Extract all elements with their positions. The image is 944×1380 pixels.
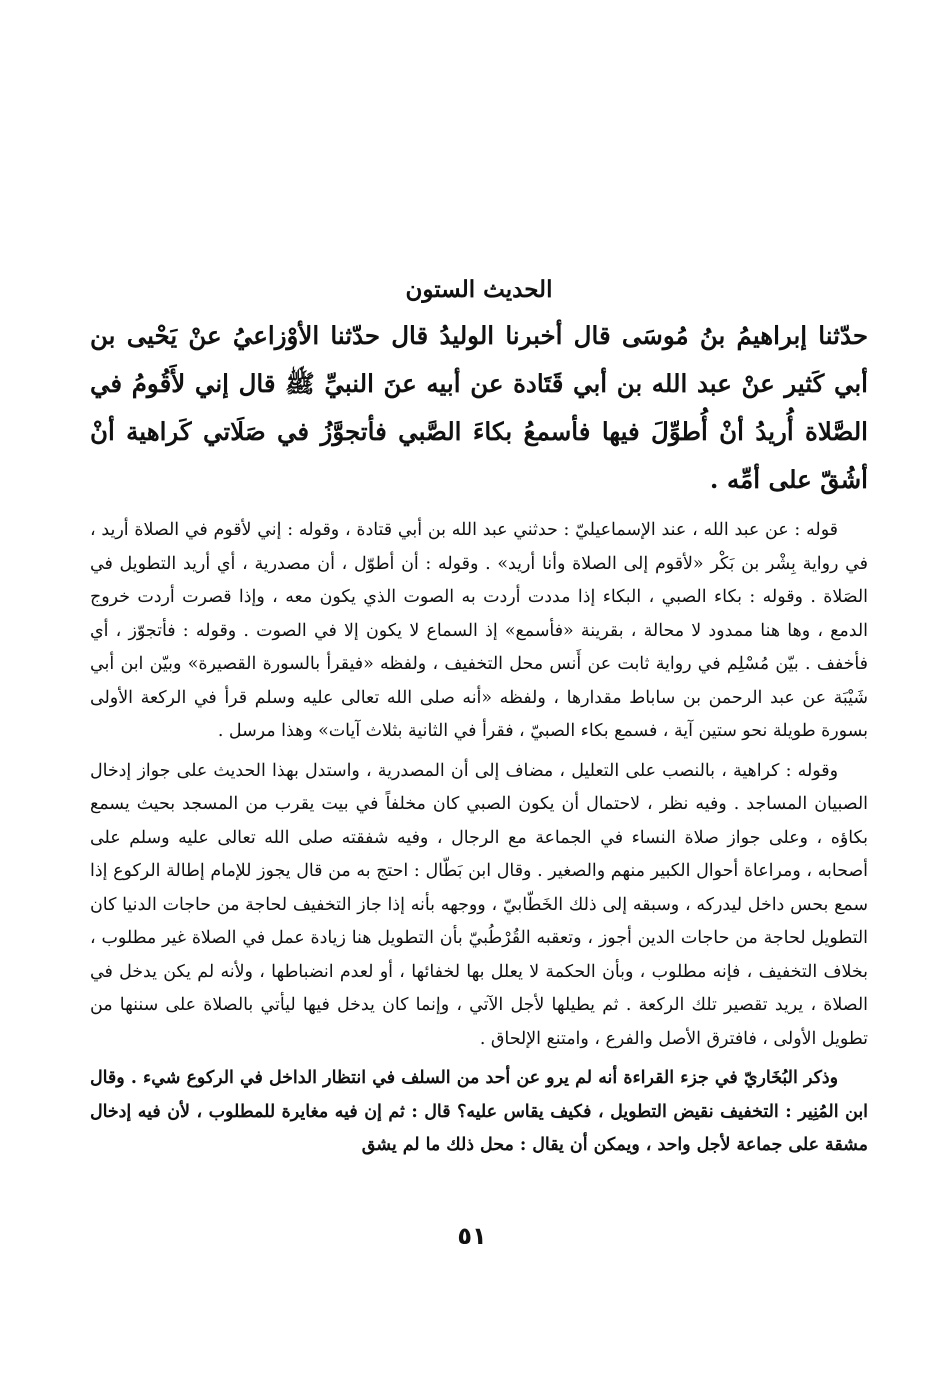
hadith-text: حدّثنا إبراهيمُ بنُ مُوسَى قال أخبرنا الوليدُ قال حدّثنا الأوْزاعيُ عنْ يَحْيى بن أبي كَثير عنْ عبد الله بن أبي قَتَادة عن أبيه عنَ النبيِّ ﷺ قال إني لأَقُومُ في الصَّلاة أُريدُ أنْ أُطوِّلَ فيها فأسمعُ بكاءَ الصَّبي فأتجوَّزُ في صَلَاتي كَراهية أنْ أشُقّ على أمِّه .: [90, 321, 868, 494]
commentary-paragraph-1: قوله : عن عبد الله ، عند الإسماعيليّ : حدثني عبد الله بن أبي قتادة ، وقوله : إني لأقوم في الصلاة أريد ، في رواية بِشْر بن بَكْر «لأقوم إلى الصلاة وأنا أريد» . وقوله : أن أطوّل ، أن مصدرية ، أي أريد التطويل في الصَلاة . وقوله : بكاء الصبي ، البكاء إذا مددت أردت به الصوت الذي يكون معه ، وإذا قصرت أردت خروج الدمع ، وها هنا ممدود لا محالة ، بقرينة «فأسمع» إذ السماع لا يكون إلا في الصوت . وقوله : فأتجوّز ، أي فأخفف . بيّن مُسْلِم في رواية ثابت عن أَنس محل التخفيف ، ولفظه «فيقرأ بالسورة القصيرة» وبيّن ابن أبي شَيْبَة عن عبد الرحمن بن ساباط مقدارها ، ولفظه «أنه صلى الله تعالى عليه وسلم قرأ في الركعة الأولى بسورة طويلة نحو ستين آية ، فسمع بكاء الصبيّ ، فقرأ في الثانية بثلاث آيات» وهذا مرسل .: [90, 520, 868, 741]
page-number: ٥١: [457, 1222, 487, 1250]
page-content: [90, 272, 868, 1169]
commentary-paragraph-3: وذكر البُخَاريّ في جزء القراءة أنه لم يرو عن أحد من السلف في انتظار الداخل في الركوع شيء . وقال ابن المُنِير : التخفيف نقيض التطويل ، فكيف يقاس عليه؟ قال : ثم إن فيه مغايرة للمطلوب ، لأن فيه إدخال مشقة على جماعة لأجل واحد ، ويمكن أن يقال : محل ذلك ما لم يشق: [90, 1068, 868, 1155]
commentary-paragraph-2: وقوله : كراهية ، بالنصب على التعليل ، مضاف إلى أن المصدرية ، واستدل بهذا الحديث على جواز إدخال الصبيان المساجد . وفيه نظر ، لاحتمال أن يكون الصبي كان مخلفاً في بيت يقرب من المسجد بحيث يسمع بكاؤه ، وعلى جواز صلاة النساء في الجماعة مع الرجال ، وفيه شفقته صلى الله تعالى عليه وسلم على أصحابه ، ومراعاة أحوال الكبير منهم والصغير . وقال ابن بَطّال : احتج به من قال يجوز للإمام إطالة الركوع إذا سمع بحس داخل ليدركه ، وسبقه إلى ذلك الخَطّابيّ ، ووجهه بأنه إذا جاز التخفيف لحاجة من حاجات الدنيا كان التطويل لحاجة من حاجات الدين أجوز ، وتعقبه القُرْطُبيّ بأن التطويل هنا زيادة عمل في الصلاة غير مطلوب ، بخلاف التخفيف ، فإنه مطلوب ، وبأن الحكمة لا يعلل بها لخفائها ، أو لعدم انضباطها ، ولأنه لم يكن يدخل في الصلاة ، يريد تقصير تلك الركعة . ثم يطيلها لأجل الآتي ، وإنما كان يدخل فيها ليأتي بالصلاة على سننها من تطويل الأولى ، فافترق الأصل والفرع ، وامتنع الإلحاق .: [90, 760, 868, 1049]
chapter-title: الحديث الستون: [405, 276, 553, 303]
